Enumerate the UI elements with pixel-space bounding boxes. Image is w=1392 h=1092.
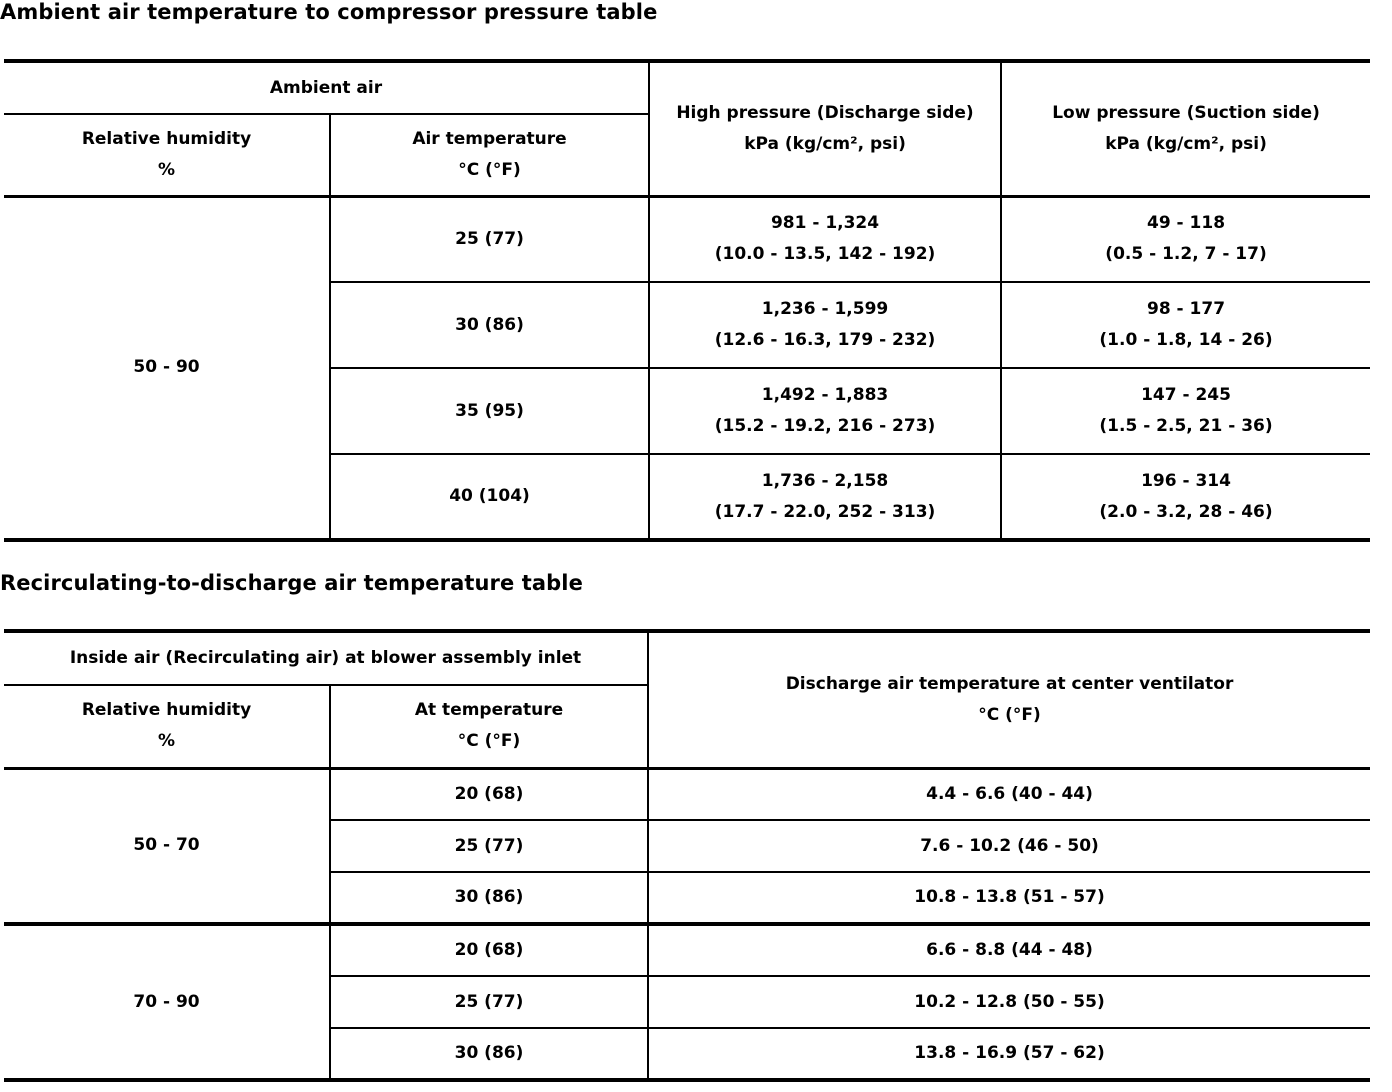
relative-humidity-header-line2: %	[157, 159, 176, 180]
low-pressure-kpa: 147 - 245	[1141, 385, 1231, 405]
at-temperature-header-line1: At temperature	[414, 700, 564, 721]
discharge-cell: 13.8 - 16.9 (57 - 62)	[648, 1028, 1370, 1080]
low-pressure-cell	[1001, 282, 1370, 368]
discharge-table-title: Recirculating-to-discharge air temperature table	[0, 571, 583, 595]
temperature-cell: 20 (68)	[330, 768, 648, 820]
high-pressure-alt-units: (10.0 - 13.5, 142 - 192)	[714, 244, 936, 265]
high-pressure-header	[649, 61, 1001, 196]
at-temperature-header	[330, 685, 648, 768]
discharge-cell: 6.6 - 8.8 (44 - 48)	[648, 924, 1370, 976]
low-pressure-header	[1001, 61, 1370, 196]
temperature-cell: 30 (86)	[330, 872, 648, 924]
high-pressure-cell	[649, 196, 1001, 282]
temperature-cell: 35 (95)	[330, 368, 649, 454]
compressor-pressure-table	[4, 59, 1370, 542]
discharge-temperature-header-line1: Discharge air temperature at center ventilator	[785, 673, 1234, 694]
ambient-air-group-header: Ambient air	[4, 61, 649, 114]
inside-air-group-header: Inside air (Recirculating air) at blower assembly inlet	[4, 631, 648, 685]
low-pressure-header-line2: kPa (kg/cm², psi)	[1105, 133, 1267, 154]
high-pressure-cell	[649, 368, 1001, 454]
humidity-cell: 70 - 90	[4, 924, 330, 1080]
low-pressure-cell	[1001, 196, 1370, 282]
air-temperature-header-line1: Air temperature	[412, 128, 567, 149]
high-pressure-header-line2: kPa (kg/cm², psi)	[744, 133, 906, 154]
relative-humidity-header	[4, 685, 330, 768]
high-pressure-alt-units: (15.2 - 19.2, 216 - 273)	[714, 416, 936, 436]
low-pressure-cell	[1001, 368, 1370, 454]
temperature-cell: 30 (86)	[330, 1028, 648, 1080]
temperature-cell: 25 (77)	[330, 976, 648, 1028]
temperature-cell: 30 (86)	[330, 282, 649, 368]
relative-humidity-header-line1: Relative humidity	[81, 700, 252, 721]
temperature-cell: 25 (77)	[330, 820, 648, 872]
low-pressure-alt-units: (1.5 - 2.5, 21 - 36)	[1099, 416, 1273, 436]
low-pressure-alt-units: (2.0 - 3.2, 28 - 46)	[1099, 501, 1273, 522]
low-pressure-alt-units: (0.5 - 1.2, 7 - 17)	[1105, 244, 1267, 265]
temperature-cell: 40 (104)	[330, 454, 649, 540]
temperature-cell: 25 (77)	[330, 196, 649, 282]
relative-humidity-header-line1: Relative humidity	[81, 128, 252, 149]
low-pressure-cell	[1001, 454, 1370, 540]
high-pressure-kpa: 1,236 - 1,599	[761, 299, 889, 319]
low-pressure-header-line1: Low pressure (Suction side)	[1052, 102, 1320, 123]
high-pressure-cell	[649, 282, 1001, 368]
discharge-cell: 10.2 - 12.8 (50 - 55)	[648, 976, 1370, 1028]
low-pressure-kpa: 49 - 118	[1146, 213, 1226, 234]
discharge-temperature-header-line2: °C (°F)	[978, 704, 1041, 725]
table-row	[4, 196, 1370, 282]
high-pressure-kpa: 1,492 - 1,883	[761, 385, 889, 405]
high-pressure-kpa: 981 - 1,324	[770, 213, 880, 234]
relative-humidity-header	[4, 114, 330, 196]
humidity-cell: 50 - 70	[4, 768, 330, 924]
high-pressure-cell	[649, 454, 1001, 540]
air-temperature-header	[330, 114, 649, 196]
discharge-cell: 7.6 - 10.2 (46 - 50)	[648, 820, 1370, 872]
low-pressure-kpa: 98 - 177	[1146, 299, 1226, 319]
temperature-cell: 20 (68)	[330, 924, 648, 976]
humidity-cell: 50 - 90	[4, 196, 330, 540]
high-pressure-alt-units: (12.6 - 16.3, 179 - 232)	[714, 330, 936, 350]
discharge-cell: 10.8 - 13.8 (51 - 57)	[648, 872, 1370, 924]
low-pressure-alt-units: (1.0 - 1.8, 14 - 26)	[1099, 330, 1273, 350]
table-row	[4, 924, 1370, 976]
high-pressure-kpa: 1,736 - 2,158	[761, 470, 889, 491]
discharge-temperature-table	[4, 629, 1370, 1082]
relative-humidity-header-line2: %	[157, 731, 176, 752]
discharge-cell: 4.4 - 6.6 (40 - 44)	[648, 768, 1370, 820]
table-row	[4, 768, 1370, 820]
high-pressure-alt-units: (17.7 - 22.0, 252 - 313)	[714, 501, 936, 522]
air-temperature-header-line2: °C (°F)	[458, 159, 521, 180]
at-temperature-header-line2: °C (°F)	[457, 731, 521, 752]
pressure-table-title: Ambient air temperature to compressor pressure table	[0, 0, 658, 24]
discharge-temperature-header	[648, 631, 1370, 768]
high-pressure-header-line1: High pressure (Discharge side)	[676, 102, 974, 123]
low-pressure-kpa: 196 - 314	[1141, 470, 1231, 491]
